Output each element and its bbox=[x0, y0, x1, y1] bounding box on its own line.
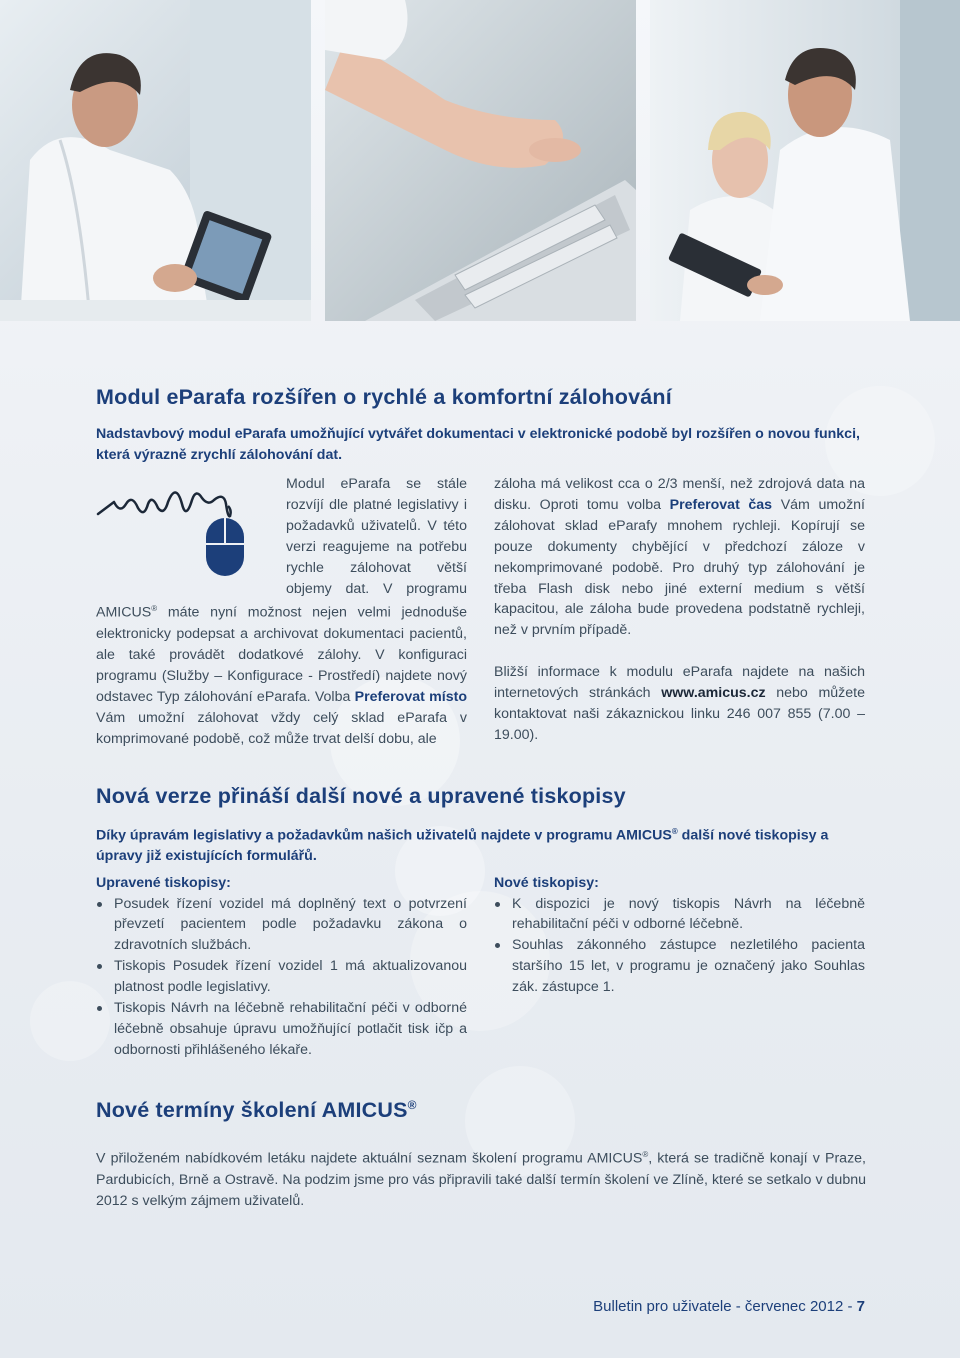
article1-right-column bbox=[494, 474, 865, 746]
registered-mark: ® bbox=[407, 1098, 417, 1112]
amicus-website-link[interactable]: www.amicus.cz bbox=[661, 685, 766, 702]
mouse-icon bbox=[96, 474, 286, 579]
article3-text-1: V přiloženém nabídkovém letáku najdete aktuální seznam školení programu AMICUS bbox=[96, 1150, 643, 1167]
new-forms-list bbox=[494, 894, 865, 999]
preferovat-misto-label: Preferovat místo bbox=[354, 688, 467, 705]
preferovat-cas-label: Preferovat čas bbox=[669, 496, 773, 513]
new-forms-column bbox=[494, 873, 865, 998]
new-forms-heading: Nové tiskopisy: bbox=[494, 875, 599, 891]
doctor-tablet-photo bbox=[0, 0, 311, 321]
article2-title: Nová verze přináší další nové a upravené tiskopisy bbox=[96, 784, 626, 808]
article2-intro-text-1: Díky úpravám legislativy a požadavkům našich uživatelů najdete v programu AMICUS bbox=[96, 827, 672, 844]
article1-right-text-1: záloha má velikost cca o 2/3 menší, než zdrojová data na disku. Oproti tomu volba bbox=[494, 476, 865, 513]
article2-intro bbox=[96, 822, 866, 867]
article1-left-text-1: Modul eParafa se stále rozvíjí dle platné legislativy i požadavků uživatelů. V této verzi reagujeme na potřebu rychle zálohovat větší objemy dat. V programu AMICUS bbox=[96, 476, 467, 622]
list-item: K dispozici je nový tiskopis Návrh na léčebně rehabilitační péči v odborné léčebně. bbox=[494, 894, 865, 936]
article2-intro-text-2: další nové tiskopisy a úpravy již existujících formulářů. bbox=[96, 827, 829, 865]
article1-left-text-2: máte nyní možnost nejen velmi jednoduše elektronicky podepsat a archivovat dokumentaci pacientů, ale také provádět dodatkové zálohy. V konfiguraci programu (Služby – Konfigurace - Prostředí) najdete nový odstavec Typ zálohování eParafa. Volba bbox=[96, 605, 467, 705]
article3-text-2: , která se tradičně konají v Praze, Pardubicích, Brně a Ostravě. Na podzim jsme pro vás připravili také další termín školení ve Zlíně, které se setkalo v dubnu 2012 s velkým zájmem uživatelů. bbox=[96, 1150, 866, 1209]
registered-mark: ® bbox=[642, 1150, 649, 1159]
updated-forms-list bbox=[96, 894, 467, 1061]
article1-left-text-3: Vám umožní zálohovat vždy celý sklad eParafa v komprimované podobě, což může trvat delší dobu, ale bbox=[96, 709, 467, 747]
list-item: Posudek řízení vozidel má doplněný text o potvrzení převzetí pacientem podle požadavku zákona o zdravotních službách. bbox=[96, 894, 467, 957]
registered-mark: ® bbox=[671, 827, 678, 836]
list-item: Tiskopis Návrh na léčebně rehabilitační péči v odborné léčebně obsahuje úpravu umožňující potlačit tisk ičp a odbornosti přihlášeného lékaře. bbox=[96, 998, 467, 1061]
article1-right-text-4: nebo můžete kontaktovat naši zákaznickou linku 246 007 855 (7.00 – 19.00). bbox=[494, 685, 865, 743]
article3-text bbox=[96, 1145, 866, 1211]
article1-right-text-3: Bližší informace k modulu eParafa najdete na našich internetových stránkách bbox=[494, 664, 865, 702]
article1-left-column bbox=[96, 474, 467, 750]
photo-strip bbox=[0, 0, 960, 321]
doctors-discussion-photo bbox=[650, 0, 960, 321]
laptop-typing-photo bbox=[325, 0, 636, 321]
article3-title-text: Nové termíny školení AMICUS bbox=[96, 1098, 408, 1123]
page-footer bbox=[593, 1298, 865, 1315]
list-item: Tiskopis Posudek řízení vozidel 1 má aktualizovanou platnost podle legislativy. bbox=[96, 956, 467, 998]
article3-title bbox=[96, 1098, 417, 1123]
article1-intro: Nadstavbový modul eParafa umožňující vytvářet dokumentaci v elektronické podobě byl rozšířen o novou funkci, která výrazně zrychlí zálohování dat. bbox=[96, 426, 860, 463]
article1-right-text-2: Vám umožní zálohovat sklad eParafy mnohem rychleji. Kopírují se pouze dokumenty chybějící v předchozí záloze v nekomprimované podobě. Pro druhý typ zálohování je třeba Flash disk nebo jiné externí medium s větší kapacitou, ale záloha bude provedena podstatně rychleji, než v prvním případě. bbox=[494, 496, 865, 639]
registered-mark: ® bbox=[151, 604, 158, 614]
page-number: 7 bbox=[856, 1298, 865, 1315]
footer-text: Bulletin pro uživatele - červenec 2012 - bbox=[593, 1298, 857, 1315]
updated-forms-heading: Upravené tiskopisy: bbox=[96, 875, 231, 891]
list-item: Souhlas zákonného zástupce nezletilého pacienta staršího 15 let, v programu je označený jako Souhlas zák. zástupce 1. bbox=[494, 935, 865, 998]
updated-forms-column bbox=[96, 873, 467, 1061]
article1-title: Modul eParafa rozšířen o rychlé a komfortní zálohování bbox=[96, 385, 672, 409]
